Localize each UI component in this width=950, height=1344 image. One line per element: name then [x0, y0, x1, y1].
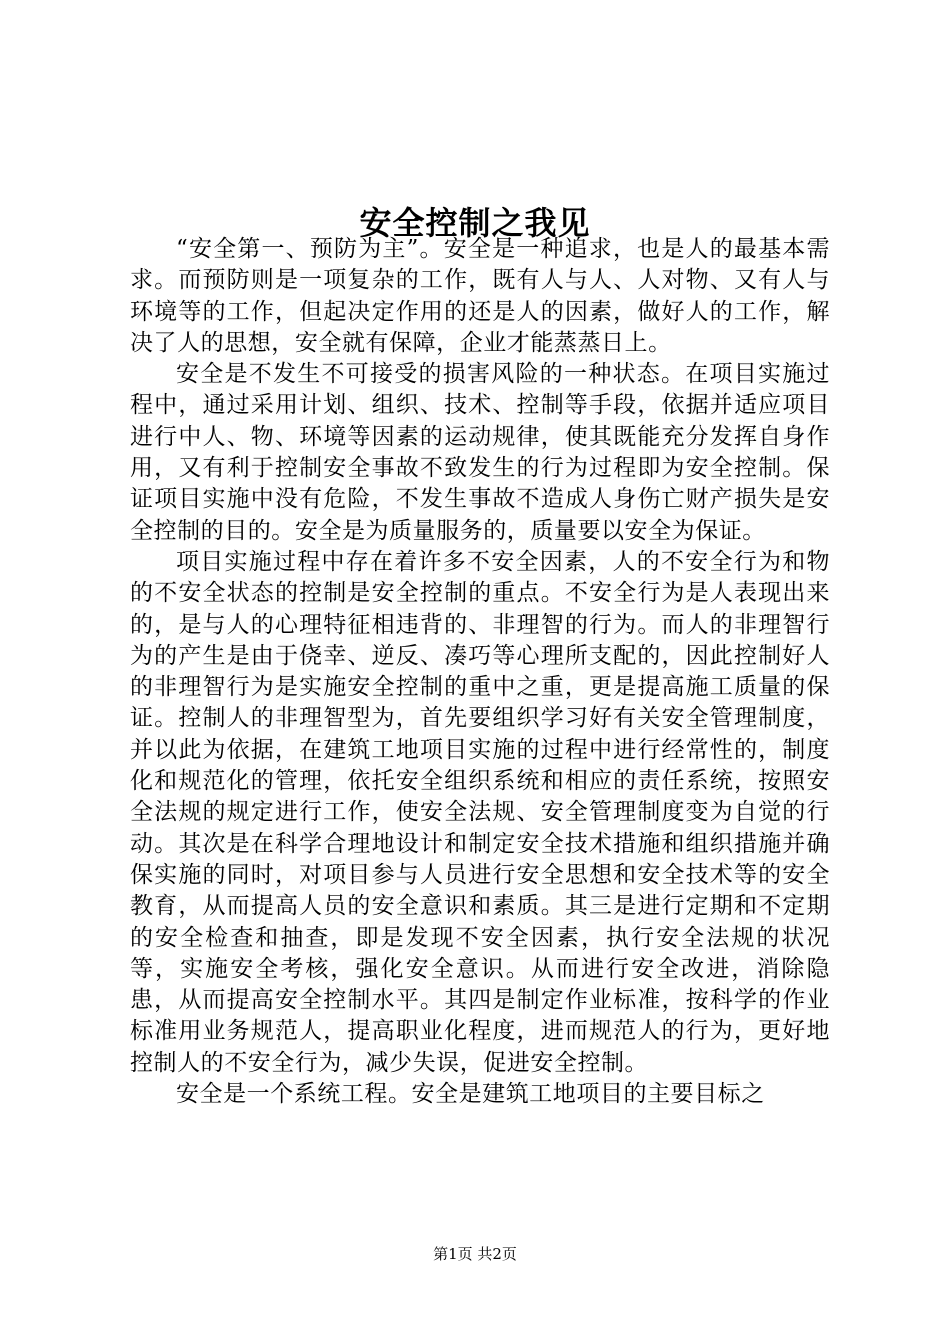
paragraph-1: “安全第一、预防为主”。安全是一种追求，也是人的最基本需求。而预防则是一项复杂的工作，既有人与人、人对物、又有人与环境等的工作，但起决定作用的还是人的因素，做好人的工作，解决了人的思想，安全就有保障，企业才能蒸蒸日上。 — [130, 236, 830, 356]
document-title: 安全控制之我见 — [359, 204, 591, 243]
page-footer — [0, 1244, 950, 1264]
paragraph-4: 安全是一个系统工程。安全是建筑工地项目的主要目标之 — [176, 1081, 765, 1108]
document-body — [130, 234, 830, 1110]
page-number-indicator: 第1页 共2页 — [433, 1245, 517, 1263]
paragraph-3: 项目实施过程中存在着许多不安全因素，人的不安全行为和物的不安全状态的控制是安全控制的重点。不安全行为是人表现出来的，是与人的心理特征相违背的、非理智的行为。而人的非理智行为的产生是由于侥幸、逆反、凑巧等心理所支配的，因此控制好人的非理智行为是实施安全控制的重中之重，更是提高施工质量的保证。控制人的非理智型为，首先要组织学习好有关安全管理制度，并以此为依据，在建筑工地项目实施的过程中进行经常性的，制度化和规范化的管理，依托安全组织系统和相应的责任系统，按照安全法规的规定进行工作，使安全法规、安全管理制度变为自觉的行动。其次是在科学合理地设计和制定安全技术措施和组织措施并确保实施的同时，对项目参与人员进行安全思想和安全技术等的安全教育，从而提高人员的安全意识和素质。其三是进行定期和不定期的安全检查和抽查，即是发现不安全因素，执行安全法规的状况等，实施安全考核，强化安全意识。从而进行安全改进，消除隐患，从而提高安全控制水平。其四是制定作业标准，按科学的作业标准用业务规范人，提高职业化程度，进而规范人的行为，更好地控制人的不安全行为，减少失误，促进安全控制。 — [130, 548, 830, 1076]
paragraph-2: 安全是不发生不可接受的损害风险的一种状态。在项目实施过程中，通过采用计划、组织、技术、控制等手段，依据并适应项目进行中人、物、环境等因素的运动规律，使其既能充分发挥自身作用，又有利于控制安全事故不致发生的行为过程即为安全控制。保证项目实施中没有危险，不发生事故不造成人身伤亡财产损失是安全控制的目的。安全是为质量服务的，质量要以安全为保证。 — [130, 361, 830, 544]
